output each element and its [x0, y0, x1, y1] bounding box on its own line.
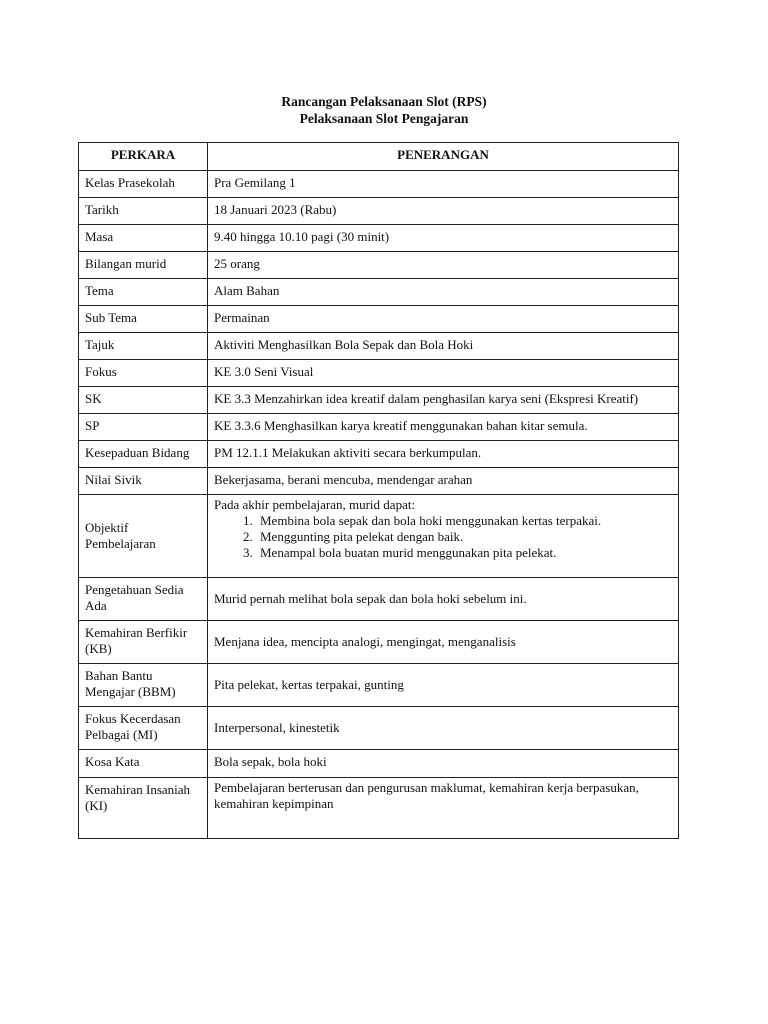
row-value: Bekerjasama, berani mencuba, mendengar arahan — [208, 468, 679, 495]
row-label: Fokus Kecerdasan Pelbagai (MI) — [79, 707, 208, 750]
row-label: Fokus — [79, 360, 208, 387]
row-label: Kelas Prasekolah — [79, 171, 208, 198]
list-item: 1. Membina bola sepak dan bola hoki menggunakan kertas terpakai. — [256, 513, 672, 529]
row-value: Pembelajaran berterusan dan pengurusan maklumat, kemahiran kerja berpasukan, kemahiran kepimpinan — [208, 778, 679, 839]
document-subtitle: Pelaksanaan Slot Pengajaran — [299, 111, 469, 126]
row-value: Menjana idea, mencipta analogi, mengingat, menganalisis — [208, 621, 679, 664]
table-row — [79, 252, 679, 279]
row-value: Interpersonal, kinestetik — [208, 707, 679, 750]
row-label: Tarikh — [79, 198, 208, 225]
row-value: Pra Gemilang 1 — [208, 171, 679, 198]
row-label: Kesepaduan Bidang — [79, 441, 208, 468]
row-value: Bola sepak, bola hoki — [208, 750, 679, 778]
rps-table — [78, 142, 679, 839]
row-label: Kosa Kata — [79, 750, 208, 778]
list-item: 3. Menampal bola buatan murid menggunakan pita pelekat. — [256, 545, 672, 561]
table-row — [79, 778, 679, 839]
table-row — [79, 306, 679, 333]
table-row — [79, 495, 679, 578]
table-row — [79, 333, 679, 360]
table-row — [79, 360, 679, 387]
table-row — [79, 198, 679, 225]
objective-cell — [208, 495, 679, 578]
row-value: 25 orang — [208, 252, 679, 279]
table-row — [79, 707, 679, 750]
row-value: 9.40 hingga 10.10 pagi (30 minit) — [208, 225, 679, 252]
table-header-row — [79, 143, 679, 171]
row-label: Bilangan murid — [79, 252, 208, 279]
table-row — [79, 225, 679, 252]
row-label: Objektif Pembelajaran — [79, 495, 208, 578]
row-value: PM 12.1.1 Melakukan aktiviti secara berkumpulan. — [208, 441, 679, 468]
row-value: Alam Bahan — [208, 279, 679, 306]
row-label: SP — [79, 414, 208, 441]
row-label: Bahan Bantu Mengajar (BBM) — [79, 664, 208, 707]
row-label: Kemahiran Insaniah (KI) — [79, 778, 208, 839]
table-row — [79, 664, 679, 707]
table-row — [79, 279, 679, 306]
row-value: Permainan — [208, 306, 679, 333]
row-label: Kemahiran Berfikir (KB) — [79, 621, 208, 664]
objective-intro: Pada akhir pembelajaran, murid dapat: — [214, 497, 416, 512]
table-row — [79, 578, 679, 621]
table-row — [79, 441, 679, 468]
table-row — [79, 171, 679, 198]
table-row — [79, 387, 679, 414]
table-row — [79, 750, 679, 778]
row-label: Tajuk — [79, 333, 208, 360]
row-label: Nilai Sivik — [79, 468, 208, 495]
row-value: KE 3.3 Menzahirkan idea kreatif dalam penghasilan karya seni (Ekspresi Kreatif) — [208, 387, 679, 414]
row-label: Masa — [79, 225, 208, 252]
table-row — [79, 468, 679, 495]
document-title: Rancangan Pelaksanaan Slot (RPS) — [281, 94, 487, 109]
row-label: Pengetahuan Sedia Ada — [79, 578, 208, 621]
objective-list — [214, 513, 672, 561]
row-value: KE 3.3.6 Menghasilkan karya kreatif menggunakan bahan kitar semula. — [208, 414, 679, 441]
row-value: 18 Januari 2023 (Rabu) — [208, 198, 679, 225]
table-row — [79, 414, 679, 441]
list-item: 2. Menggunting pita pelekat dengan baik. — [256, 529, 672, 545]
row-value: Aktiviti Menghasilkan Bola Sepak dan Bola Hoki — [208, 333, 679, 360]
row-label: SK — [79, 387, 208, 414]
row-value: Pita pelekat, kertas terpakai, gunting — [208, 664, 679, 707]
row-label: Sub Tema — [79, 306, 208, 333]
row-value: KE 3.0 Seni Visual — [208, 360, 679, 387]
table-row — [79, 621, 679, 664]
header-item: PERKARA — [79, 143, 208, 171]
row-value: Murid pernah melihat bola sepak dan bola hoki sebelum ini. — [208, 578, 679, 621]
header-description: PENERANGAN — [208, 143, 679, 171]
row-label: Tema — [79, 279, 208, 306]
